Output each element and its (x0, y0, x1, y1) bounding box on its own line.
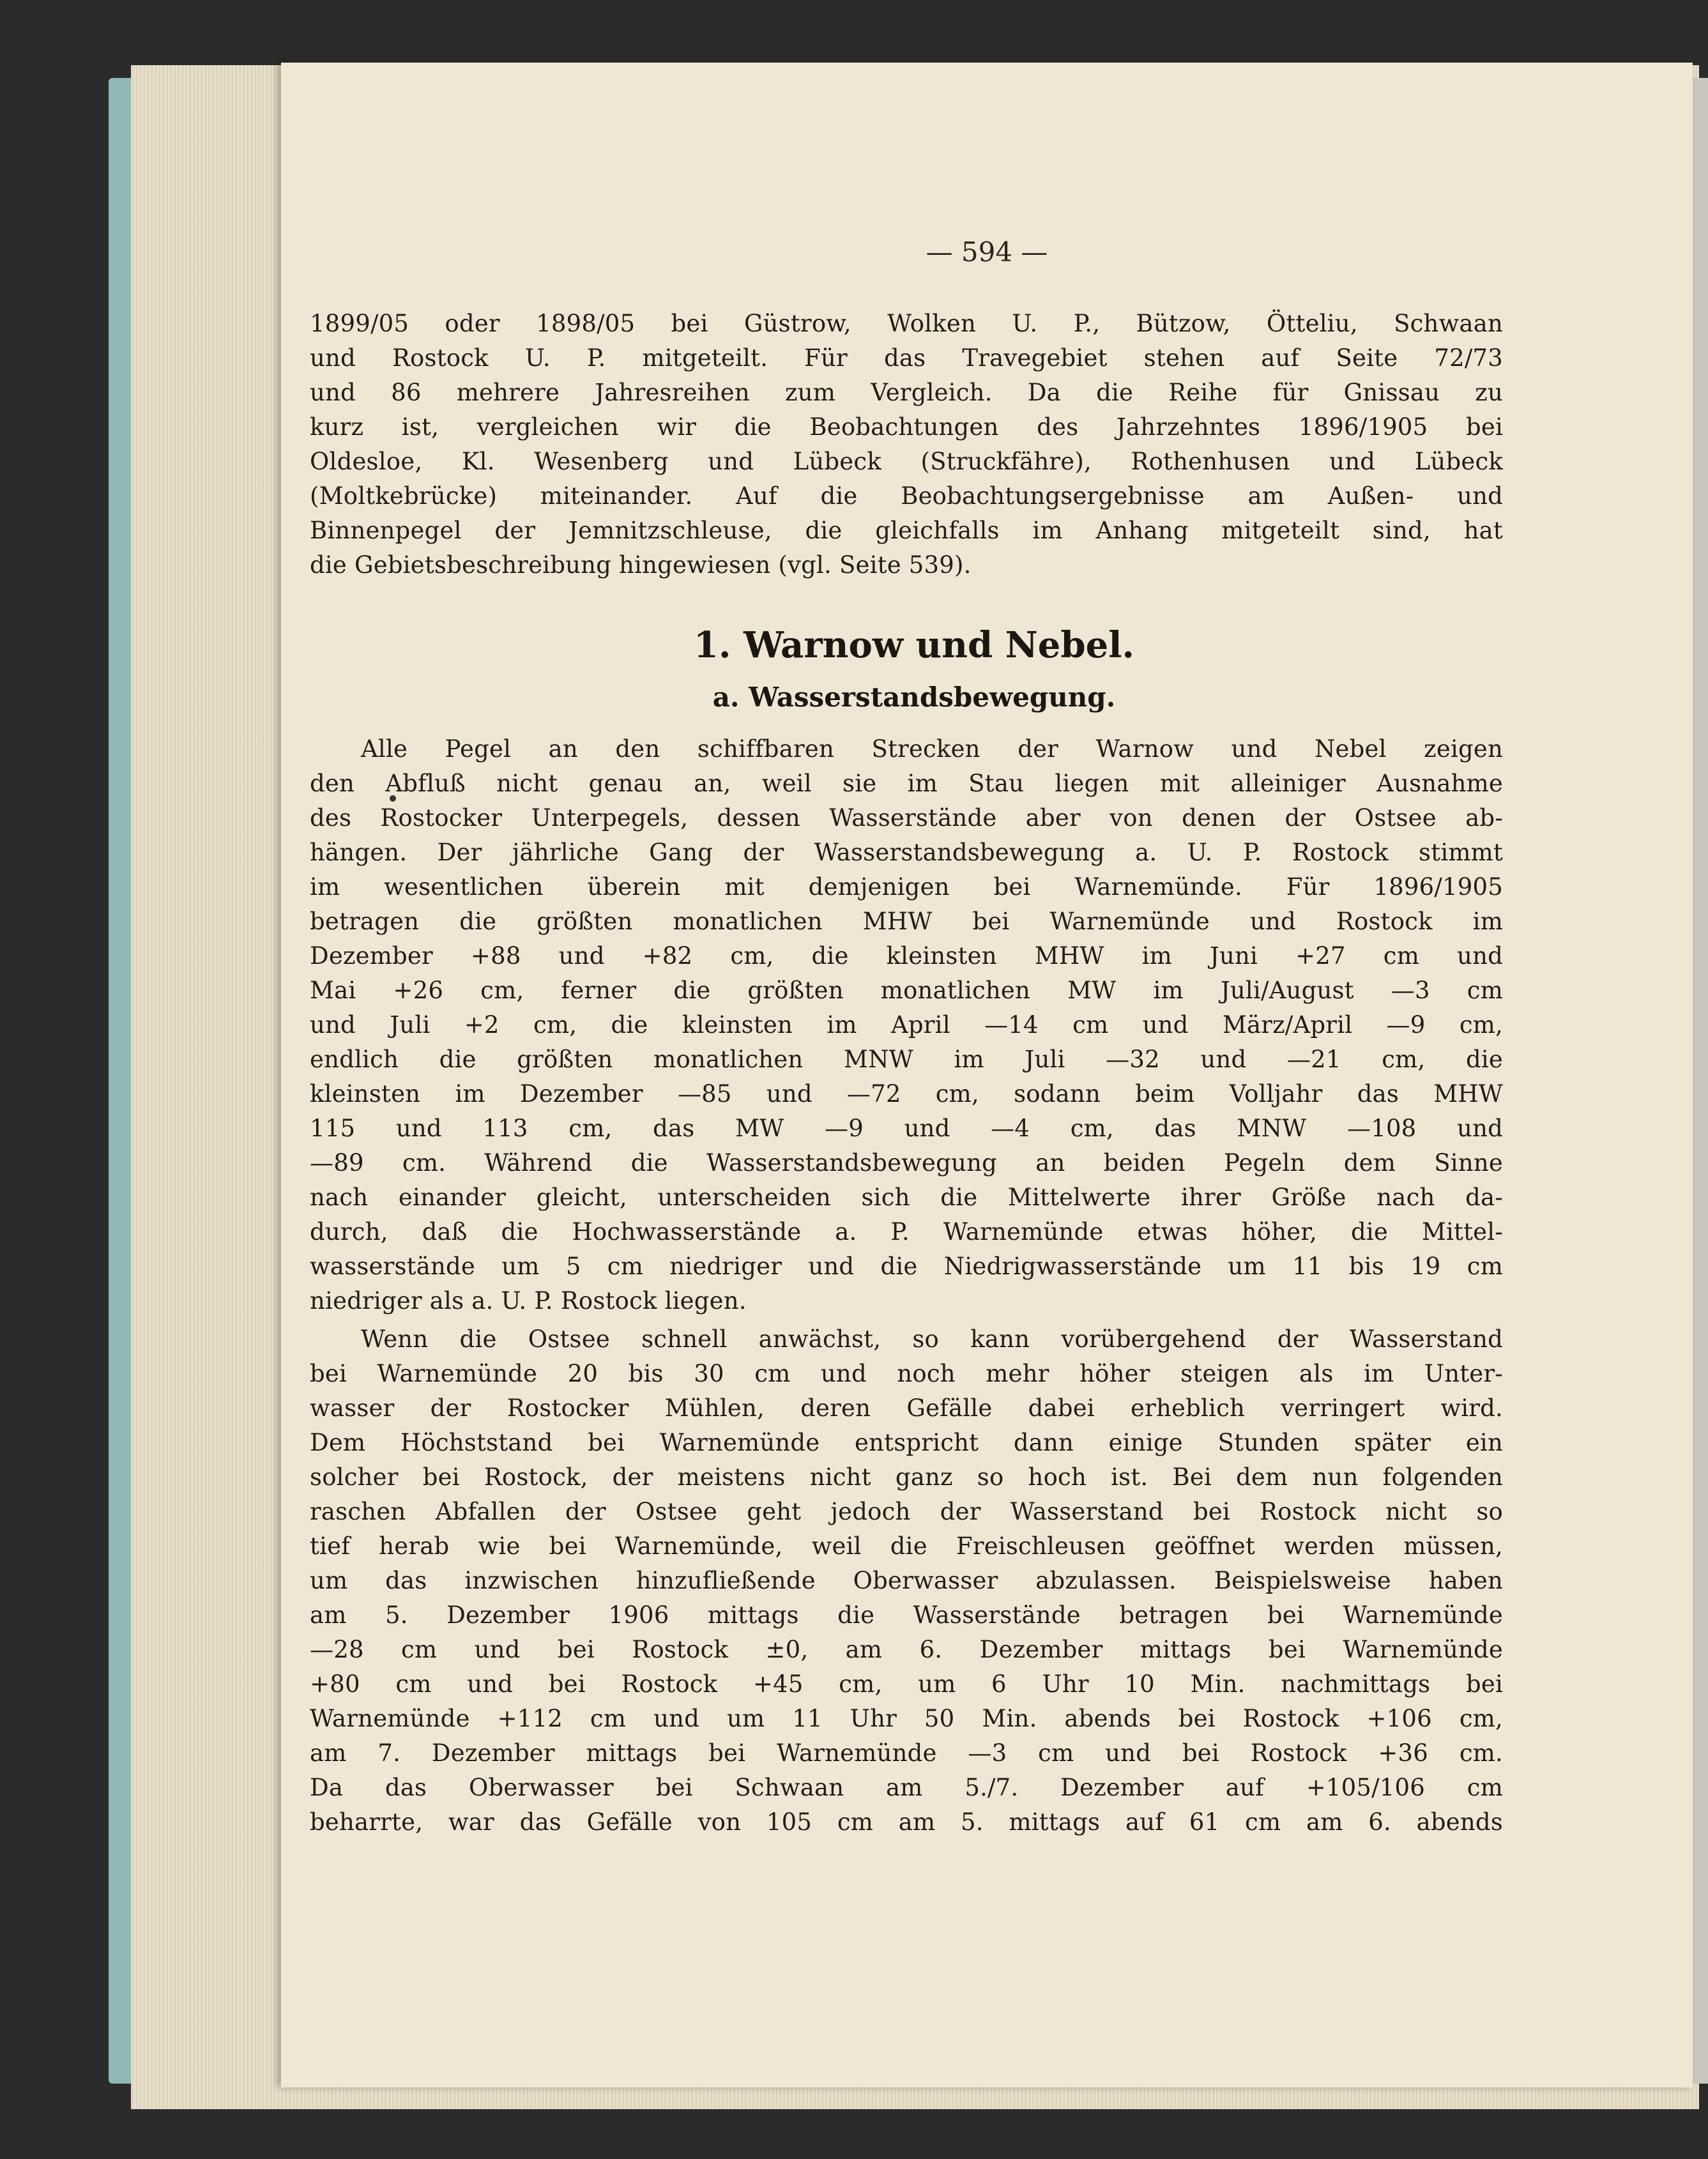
text-line: am 5. Dezember 1906 mittags die Wasserstände betragen bei Warnemünde (310, 1601, 1503, 1629)
text-line: Binnenpegel der Jemnitzschleuse, die gleichfalls im Anhang mitgeteilt sind, hat (310, 517, 1503, 544)
section-heading: 1. Warnow und Nebel. (694, 624, 1134, 666)
text-line: im wesentlichen überein mit demjenigen bei Warnemünde. Für 1896/1905 (310, 873, 1503, 901)
text-line: solcher bei Rostock, der meistens nicht ganz so hoch ist. Bei dem nun folgenden (310, 1463, 1503, 1491)
text-line: —89 cm. Während die Wasserstandsbewegung an beiden Pegeln dem Sinne (310, 1149, 1503, 1177)
text-line: (Moltkebrücke) miteinander. Auf die Beobachtungsergebnisse am Außen- und (310, 482, 1503, 510)
text-line: kurz ist, vergleichen wir die Beobachtungen des Jahrzehntes 1896/1905 bei (310, 413, 1503, 441)
text-line: und Juli +2 cm, die kleinsten im April —14 cm und März/April —9 cm, (310, 1011, 1503, 1039)
text-line: wasser der Rostocker Mühlen, deren Gefälle dabei erheblich verringert wird. (310, 1394, 1503, 1422)
text-line: endlich die größten monatlichen MNW im Juli —32 und —21 cm, die (310, 1046, 1503, 1073)
text-line: 1899/05 oder 1898/05 bei Güstrow, Wolken U. P., Bützow, Ötteliu, Schwaan (310, 310, 1503, 337)
subsection-heading: a. Wasserstandsbewegung. (712, 682, 1116, 713)
text-line: Mai +26 cm, ferner die größten monatlichen MW im Juli/August —3 cm (310, 977, 1503, 1004)
text-line: raschen Abfallen der Ostsee geht jedoch der Wasserstand bei Rostock nicht so (310, 1498, 1503, 1525)
text-line: und 86 mehrere Jahresreihen zum Vergleich. Da die Reihe für Gnissau zu (310, 379, 1503, 406)
text-line: durch, daß die Hochwasserstände a. P. Warnemünde etwas höher, die Mittel- (310, 1218, 1503, 1246)
text-line: Oldesloe, Kl. Wesenberg und Lübeck (Struckfähre), Rothenhusen und Lübeck (310, 448, 1503, 475)
page-body (310, 307, 1503, 1840)
text-line: tief herab wie bei Warnemünde, weil die Freischleusen geöffnet werden müssen, (310, 1532, 1503, 1560)
text-line: Dezember +88 und +82 cm, die kleinsten MHW im Juni +27 cm und (310, 942, 1503, 970)
text-line: Dem Höchststand bei Warnemünde entspricht dann einige Stunden später ein (310, 1429, 1503, 1456)
paragraph-2 (310, 1322, 1503, 1840)
paragraph-1 (310, 732, 1503, 1318)
text-line: wasserstände um 5 cm niedriger und die Niedrigwasserstände um 11 bis 19 cm (310, 1253, 1503, 1280)
text-line: kleinsten im Dezember —85 und —72 cm, sodann beim Volljahr das MHW (310, 1080, 1503, 1108)
text-line: betragen die größten monatlichen MHW bei Warnemünde und Rostock im (310, 908, 1503, 935)
text-line: hängen. Der jährliche Gang der Wasserstandsbewegung a. U. P. Rostock stimmt (310, 839, 1503, 866)
text-line: Wenn die Ostsee schnell anwächst, so kann vorübergehend der Wasserstand (361, 1325, 1503, 1353)
intro-paragraph (310, 307, 1503, 583)
text-line: 115 und 113 cm, das MW —9 und —4 cm, das MNW —108 und (310, 1115, 1503, 1142)
text-line: die Gebietsbeschreibung hingewiesen (vgl. Seite 539). (310, 551, 972, 579)
text-line: den Abfluß nicht genau an, weil sie im Stau liegen mit alleiniger Ausnahme (310, 770, 1503, 797)
text-line: beharrte, war das Gefälle von 105 cm am 5. mittags auf 61 cm am 6. abends (310, 1808, 1503, 1836)
text-line: bei Warnemünde 20 bis 30 cm und noch mehr höher steigen als im Unter- (310, 1360, 1503, 1387)
text-line: am 7. Dezember mittags bei Warnemünde —3 cm und bei Rostock +36 cm. (310, 1739, 1503, 1767)
page-number: — 594 — (926, 236, 1048, 268)
text-line: Da das Oberwasser bei Schwaan am 5./7. Dezember auf +105/106 cm (310, 1774, 1503, 1801)
text-line: und Rostock U. P. mitgeteilt. Für das Travegebiet stehen auf Seite 72/73 (310, 344, 1503, 372)
text-line: —28 cm und bei Rostock ±0, am 6. Dezember mittags bei Warnemünde (310, 1636, 1503, 1663)
text-line: des Rostocker Unterpegels, dessen Wasserstände aber von denen der Ostsee ab- (310, 804, 1503, 832)
text-line: +80 cm und bei Rostock +45 cm, um 6 Uhr 10 Min. nachmittags bei (310, 1670, 1503, 1698)
text-line: um das inzwischen hinzufließende Oberwasser abzulassen. Beispielsweise haben (310, 1567, 1503, 1594)
text-line: nach einander gleicht, unterscheiden sich die Mittelwerte ihrer Größe nach da- (310, 1184, 1503, 1211)
text-line: niedriger als a. U. P. Rostock liegen. (310, 1287, 747, 1315)
text-line: Alle Pegel an den schiffbaren Strecken der Warnow und Nebel zeigen (361, 735, 1503, 763)
text-line: Warnemünde +112 cm und um 11 Uhr 50 Min. abends bei Rostock +106 cm, (310, 1705, 1503, 1732)
